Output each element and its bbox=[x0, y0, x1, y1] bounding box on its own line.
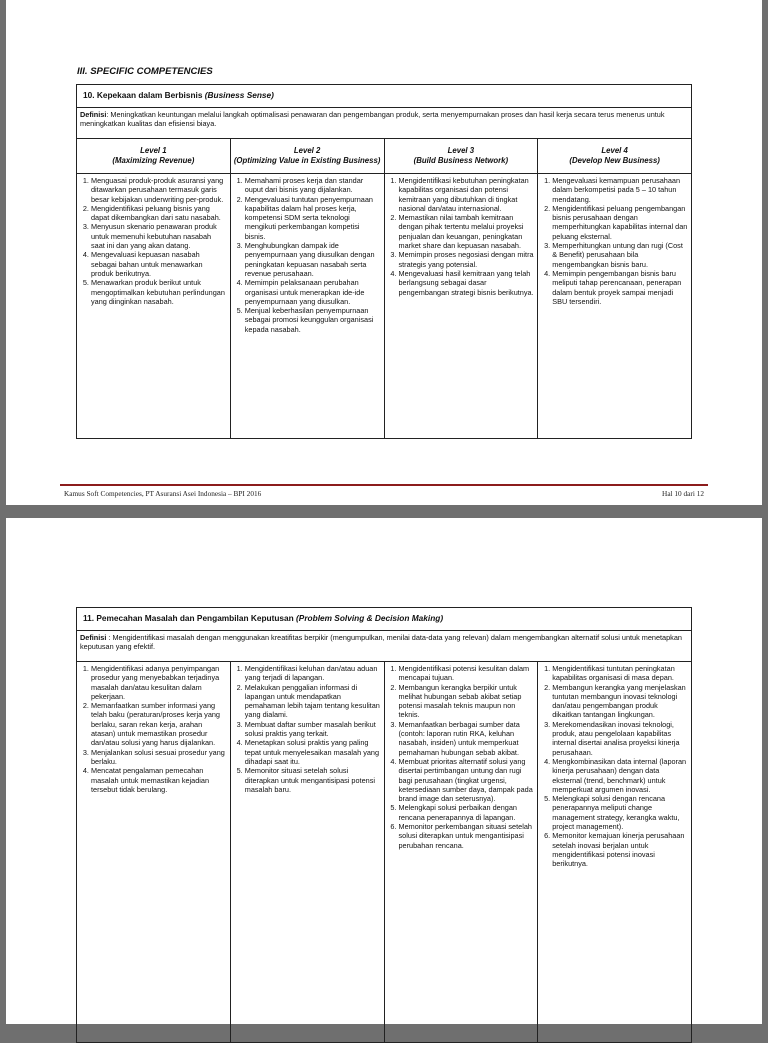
competency-title-text: 11. Pemecahan Masalah dan Pengambilan Keputusan bbox=[83, 613, 297, 624]
behavior-item: 2. Memastikan nilai tambah kemitraan dengan pihak tertentu melalui proyeksi penjualan dan keuangan, peningkatan market share dan kepuasan nasabah. bbox=[399, 213, 535, 250]
document-page-2 bbox=[6, 518, 762, 1024]
level-1-header bbox=[77, 139, 231, 174]
behavior-item: 3. Menyusun skenario penawaran produk untuk memenuhi kebutuhan nasabah saat ini dan yang akan datang. bbox=[91, 222, 227, 250]
document-page-1 bbox=[6, 0, 762, 505]
behavior-item: 3. Memimpin proses negosiasi dengan mitra strategis yang potensial. bbox=[399, 250, 535, 269]
behavior-item: 5. Menawarkan produk berikut untuk mengoptimalkan kebutuhan perlindungan yang diinginkan nasabah. bbox=[91, 278, 227, 306]
behavior-item: 6. Memonitor perkembangan situasi setelah solusi diterapkan untuk mengantisipasi perubahan rencana. bbox=[399, 822, 535, 850]
behavior-item: 3. Memanfaatkan berbagai sumber data (contoh: laporan rutin RKA, keluhan nasabah, insiden) untuk memperkuat pemahaman hubungan sebab akibat. bbox=[399, 720, 535, 757]
competency-title bbox=[77, 608, 692, 631]
definition-label: Definisi bbox=[80, 110, 107, 119]
competency-title bbox=[77, 85, 692, 108]
behavior-item: 1. Memahami proses kerja dan standar ouput dari bisnis yang dijalankan. bbox=[245, 176, 381, 195]
behavior-item: 3. Menjalankan solusi sesuai prosedur yang berlaku. bbox=[91, 748, 227, 767]
behavior-item: 4. Mengevaluasi kepuasan nasabah sebagai bahan untuk menawarkan produk berikutnya. bbox=[91, 250, 227, 278]
level-1-behaviors bbox=[77, 662, 231, 1043]
level-3-header bbox=[384, 139, 538, 174]
footer-divider bbox=[60, 484, 708, 486]
level-desc: (Build Business Network) bbox=[413, 156, 509, 165]
behavior-item: 4. Mengevaluasi hasil kemitraan yang telah berlangsung sebagai dasar pengembangan strategi bisnis berikutnya. bbox=[399, 269, 535, 297]
level-2-header bbox=[230, 139, 384, 174]
footer-page-number: Hal 10 dari 12 bbox=[662, 489, 704, 498]
behavior-item: 4. Mencatat pengalaman pemecahan masalah untuk memastikan kejadian tersebut tidak berulang. bbox=[91, 766, 227, 794]
level-3-behaviors bbox=[384, 174, 538, 439]
competency-table-business-sense bbox=[76, 84, 692, 439]
competency-title-en: (Business Sense) bbox=[204, 90, 274, 101]
behavior-item: 4. Memimpin pengembangan bisnis baru meliputi tahap perencanaan, penerapan dalam bentuk proyek sampai menjadi SBU tersendiri. bbox=[552, 269, 688, 306]
footer-left: Kamus Soft Competencies, PT Asuransi Asei Indonesia – BPI 2016 bbox=[64, 489, 262, 498]
definition-label: Definisi bbox=[80, 633, 107, 642]
behavior-item: 1. Mengidentifikasi adanya penyimpangan prosedur yang menyebabkan terjadinya masalah dan/atau kesulitan dalam pekerjaan. bbox=[91, 664, 227, 701]
level-4-behaviors bbox=[538, 174, 692, 439]
level-2-behaviors bbox=[230, 174, 384, 439]
level-name: Level 4 bbox=[601, 146, 628, 156]
behavior-item: 3. Merekomendasikan inovasi teknologi, produk, atau pengelolaan kapabilitas internal disertai analisa proyeksi kinerja perusahaan. bbox=[552, 720, 688, 757]
behavior-item: 2. Mengidentifikasi peluang bisnis yang dapat dikembangkan dari satu nasabah. bbox=[91, 204, 227, 223]
behavior-item: 1. Mengidentifikasi keluhan dan/atau aduan yang terjadi di lapangan. bbox=[245, 664, 381, 683]
behavior-item: 5. Memonitor situasi setelah solusi diterapkan untuk mengantisipasi potensi masalah baru. bbox=[245, 766, 381, 794]
level-4-header bbox=[538, 139, 692, 174]
behavior-item: 4. Menetapkan solusi praktis yang paling tepat untuk menyelesaikan masalah yang dihadapi saat itu. bbox=[245, 738, 381, 766]
competency-table-problem-solving bbox=[76, 607, 692, 1043]
behavior-item: 4. Mengkombinasikan data internal (laporan kinerja perusahaan) dengan data eksternal (trend, benchmark) untuk memperkuat argumen inovasi. bbox=[552, 757, 688, 794]
level-1-behaviors bbox=[77, 174, 231, 439]
behavior-item: 5. Menjual keberhasilan penyempurnaan sebagai promosi keunggulan organisasi kepada nasabah. bbox=[245, 306, 381, 334]
behavior-item: 1. Mengidentifikasi tuntutan peningkatan kapabilitas organisasi di masa depan. bbox=[552, 664, 688, 683]
section-heading: III. SPECIFIC COMPETENCIES bbox=[77, 66, 213, 77]
behavior-item: 1. Mengevaluasi kemampuan perusahaan dalam berkompetisi pada 5 – 10 tahun mendatang. bbox=[552, 176, 688, 204]
level-desc: (Optimizing Value in Existing Business) bbox=[233, 156, 381, 165]
definition-cell bbox=[77, 108, 692, 139]
behavior-item: 5. Melengkapi solusi perbaikan dengan rencana penerapannya di lapangan. bbox=[399, 803, 535, 822]
behavior-item: 1. Mengidentifikasi potensi kesulitan dalam mencapai tujuan. bbox=[399, 664, 535, 683]
behavior-item: 3. Membuat daftar sumber masalah berikut solusi praktis yang terkait. bbox=[245, 720, 381, 739]
level-4-behaviors bbox=[538, 662, 692, 1043]
behavior-item: 4. Memimpin pelaksanaan perubahan organisasi untuk menerapkan ide-ide penyempurnaan yang diusulkan. bbox=[245, 278, 381, 306]
level-name: Level 1 bbox=[140, 146, 167, 156]
level-desc: (Maximizing Revenue) bbox=[112, 156, 195, 165]
behavior-item: 1. Mengidentifikasi kebutuhan peningkatan kapabilitas organisasi dan potensi kemitraan yang dibutuhkan di tingkat nasional dan/atau internasional. bbox=[399, 176, 535, 213]
definition-text: : Meningkatkan keuntungan melalui langkah optimalisasi penawaran dan pengembangan produk, serta menyempurnakan proses dan hasil kerja secara terus menerus untuk meningkatkan kualitas dan efisiensi biaya. bbox=[80, 110, 665, 129]
behavior-item: 3. Menghubungkan dampak ide penyempurnaan yang diusulkan dengan peningkatan kepuasan nasabah serta revenue perusahaan. bbox=[245, 241, 381, 278]
competency-title-text: 10. Kepekaan dalam Berbisnis bbox=[83, 90, 205, 101]
behavior-item: 5. Melengkapi solusi dengan rencana penerapannya meliputi change management strategy, kerangka waktu, project management). bbox=[552, 794, 688, 831]
behavior-item: 2. Mengidentifikasi peluang pengembangan bisnis perusahaan dengan memperhitungkan kapabilitas internal dan peluang eksternal. bbox=[552, 204, 688, 241]
level-name: Level 2 bbox=[293, 146, 321, 156]
behavior-item: 1. Menguasai produk-produk asuransi yang ditawarkan perusahaan termasuk garis besar kebijakan underwriting per-produk. bbox=[91, 176, 227, 204]
behavior-item: 3. Memperhitungkan untung dan rugi (Cost & Benefit) perusahaan bila mengembangkan bisnis baru. bbox=[552, 241, 688, 269]
level-3-behaviors bbox=[384, 662, 538, 1043]
behavior-item: 2. Mengevaluasi tuntutan penyempurnaan kapabilitas dalam hal proses kerja, kompetensi SDM serta teknologi mengikuti perkembangan kompetisi bisnis. bbox=[245, 195, 381, 241]
level-2-behaviors bbox=[230, 662, 384, 1043]
behavior-item: 2. Melakukan penggalian informasi di lapangan untuk mendapatkan pemahaman lebih tajam tentang kesulitan yang dialami. bbox=[245, 683, 381, 720]
behavior-item: 6. Memonitor kemajuan kinerja perusahaan setelah inovasi berjalan untuk mengidentifikasi potensi inovasi berikutnya. bbox=[552, 831, 688, 868]
level-desc: (Develop New Business) bbox=[569, 156, 660, 165]
competency-title-en: (Problem Solving & Decision Making) bbox=[296, 613, 444, 624]
level-name: Level 3 bbox=[447, 146, 475, 156]
definition-text: : Mengidentifikasi masalah dengan menggunakan kreatifitas berpikir (mengumpulkan, menilai data-data yang relevan) dalam mengembangkan alternatif solusi untuk menetapkan keputusan yang efektif. bbox=[80, 633, 682, 652]
behavior-item: 4. Membuat prioritas alternatif solusi yang disertai pertimbangan untung dan rugi bagi perusahaan (tingkat urgensi, ketersediaan sumber daya, dampak pada brand image dan seterusnya). bbox=[399, 757, 535, 803]
behavior-item: 2. Membangun kerangka berpikir untuk melihat hubungan sebab akibat setiap potensi masalah teknis maupun non teknis. bbox=[399, 683, 535, 720]
behavior-item: 2. Memanfaatkan sumber informasi yang telah baku (peraturan/proses kerja yang berlaku, saran rekan kerja, arahan atasan) untuk memastikan prosedur dan/atau solusi yang harus dijalankan. bbox=[91, 701, 227, 747]
behavior-item: 2. Membangun kerangka yang menjelaskan tuntutan membangun inovasi teknologi dan/atau pengembangan produk dikaitkan tantangan lingkungan. bbox=[552, 683, 688, 720]
definition-cell bbox=[77, 631, 692, 662]
